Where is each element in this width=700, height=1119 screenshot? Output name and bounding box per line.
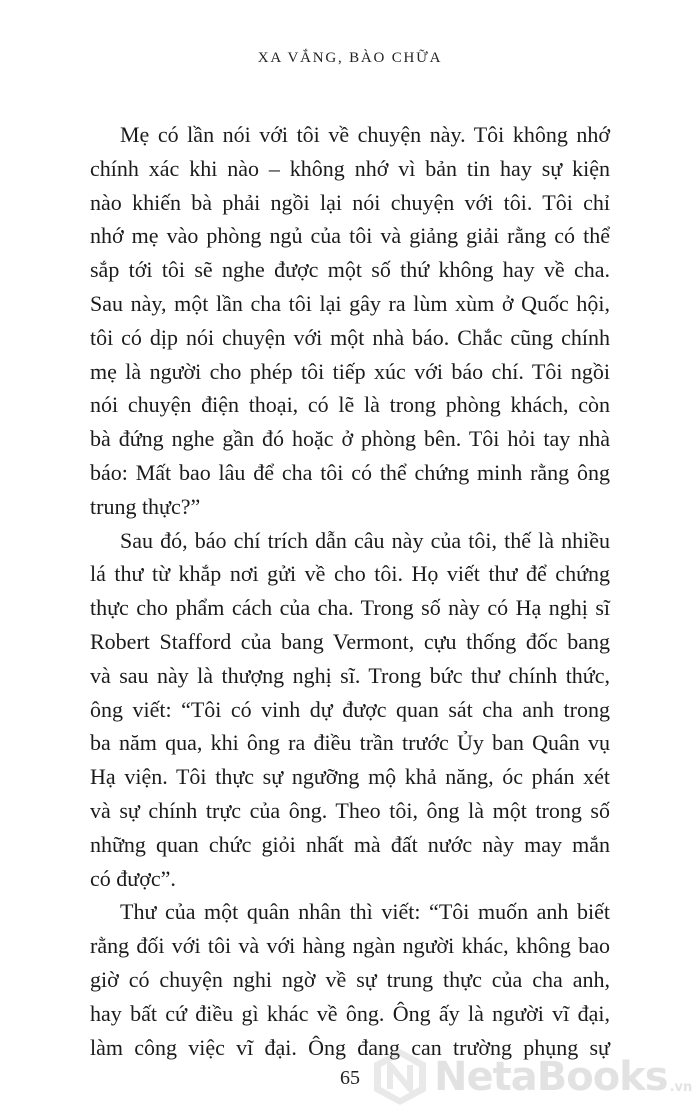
text-line: lá thư từ khắp nơi gửi về cho tôi. Họ viết thư để chứng	[90, 561, 610, 587]
page-number: 65	[340, 1067, 360, 1089]
text-line: nói chuyện điện thoại, có lẽ là trong phòng khách, còn	[90, 392, 610, 418]
text-line: Sau này, một lần cha tôi lại gây ra lùm xùm ở Quốc hội,	[90, 290, 610, 316]
text-line: nhớ mẹ vào phòng ngủ của tôi và giảng giải rằng có thể	[90, 223, 610, 249]
body-text	[90, 118, 610, 1064]
text-line: trung thực?”	[90, 493, 201, 519]
text-line: những quan chức giỏi nhất mà đất nước này may mắn	[90, 831, 610, 857]
text-line: rằng đối với tôi và với hàng ngàn người khác, không bao	[90, 933, 610, 959]
text-line: hay bất cứ điều gì khác về ông. Ông ấy là người vĩ đại,	[90, 1000, 610, 1026]
text-line: Hạ viện. Tôi thực sự ngưỡng mộ khả năng, óc phán xét	[90, 764, 610, 790]
text-line: Thư của một quân nhân thì viết: “Tôi muốn anh biết	[120, 899, 610, 925]
text-line: giờ có chuyện nghi ngờ về sự trung thực của cha anh,	[90, 966, 610, 992]
watermark-suffix: .vn	[669, 1080, 693, 1095]
text-line: có được”.	[90, 865, 176, 891]
text-line: Robert Stafford của bang Vermont, cựu thống đốc bang	[90, 628, 610, 654]
text-line: tôi có dịp nói chuyện với một nhà báo. Chắc cũng chính	[90, 324, 610, 350]
text-line: mẹ là người cho phép tôi tiếp xúc với báo chí. Tôi ngồi	[90, 358, 610, 384]
text-line: nào khiến bà phải ngồi lại nói chuyện với tôi. Tôi chỉ	[90, 189, 610, 215]
text-line: thực cho phẩm cách của cha. Trong số này có Hạ nghị sĩ	[90, 595, 610, 621]
text-line: và sau này là thượng nghị sĩ. Trong bức thư chính thức,	[90, 662, 610, 688]
text-line: ông viết: “Tôi có vinh dự được quan sát cha anh trong	[90, 696, 610, 722]
text-line: báo: Mất bao lâu để cha tôi có thể chứng minh rằng ông	[90, 459, 610, 485]
text-line: sắp tới tôi sẽ nghe được một số thứ không hay về cha.	[90, 257, 610, 283]
text-line: làm công việc vĩ đại. Ông đang can trường phụng sự	[90, 1034, 610, 1060]
text-line: Mẹ có lần nói với tôi về chuyện này. Tôi không nhớ	[120, 122, 610, 147]
watermark-brand: NetaBooks	[434, 1054, 668, 1100]
text-line: ba năm qua, khi ông ra điều trần trước Ủy ban Quân vụ	[90, 730, 610, 756]
text-line: và sự chính trực của ông. Theo tôi, ông là một trong số	[90, 797, 610, 823]
text-line: Sau đó, báo chí trích dẫn câu này của tôi, thế là nhiều	[120, 527, 610, 553]
running-header-title: XA VẮNG, BÀO CHỮA	[257, 50, 443, 66]
text-line: bà đứng nghe gần đó hoặc ở phòng bên. Tôi hỏi tay nhà	[90, 426, 610, 452]
text-line: chính xác khi nào – không nhớ vì bản tin hay sự kiện	[90, 155, 610, 181]
